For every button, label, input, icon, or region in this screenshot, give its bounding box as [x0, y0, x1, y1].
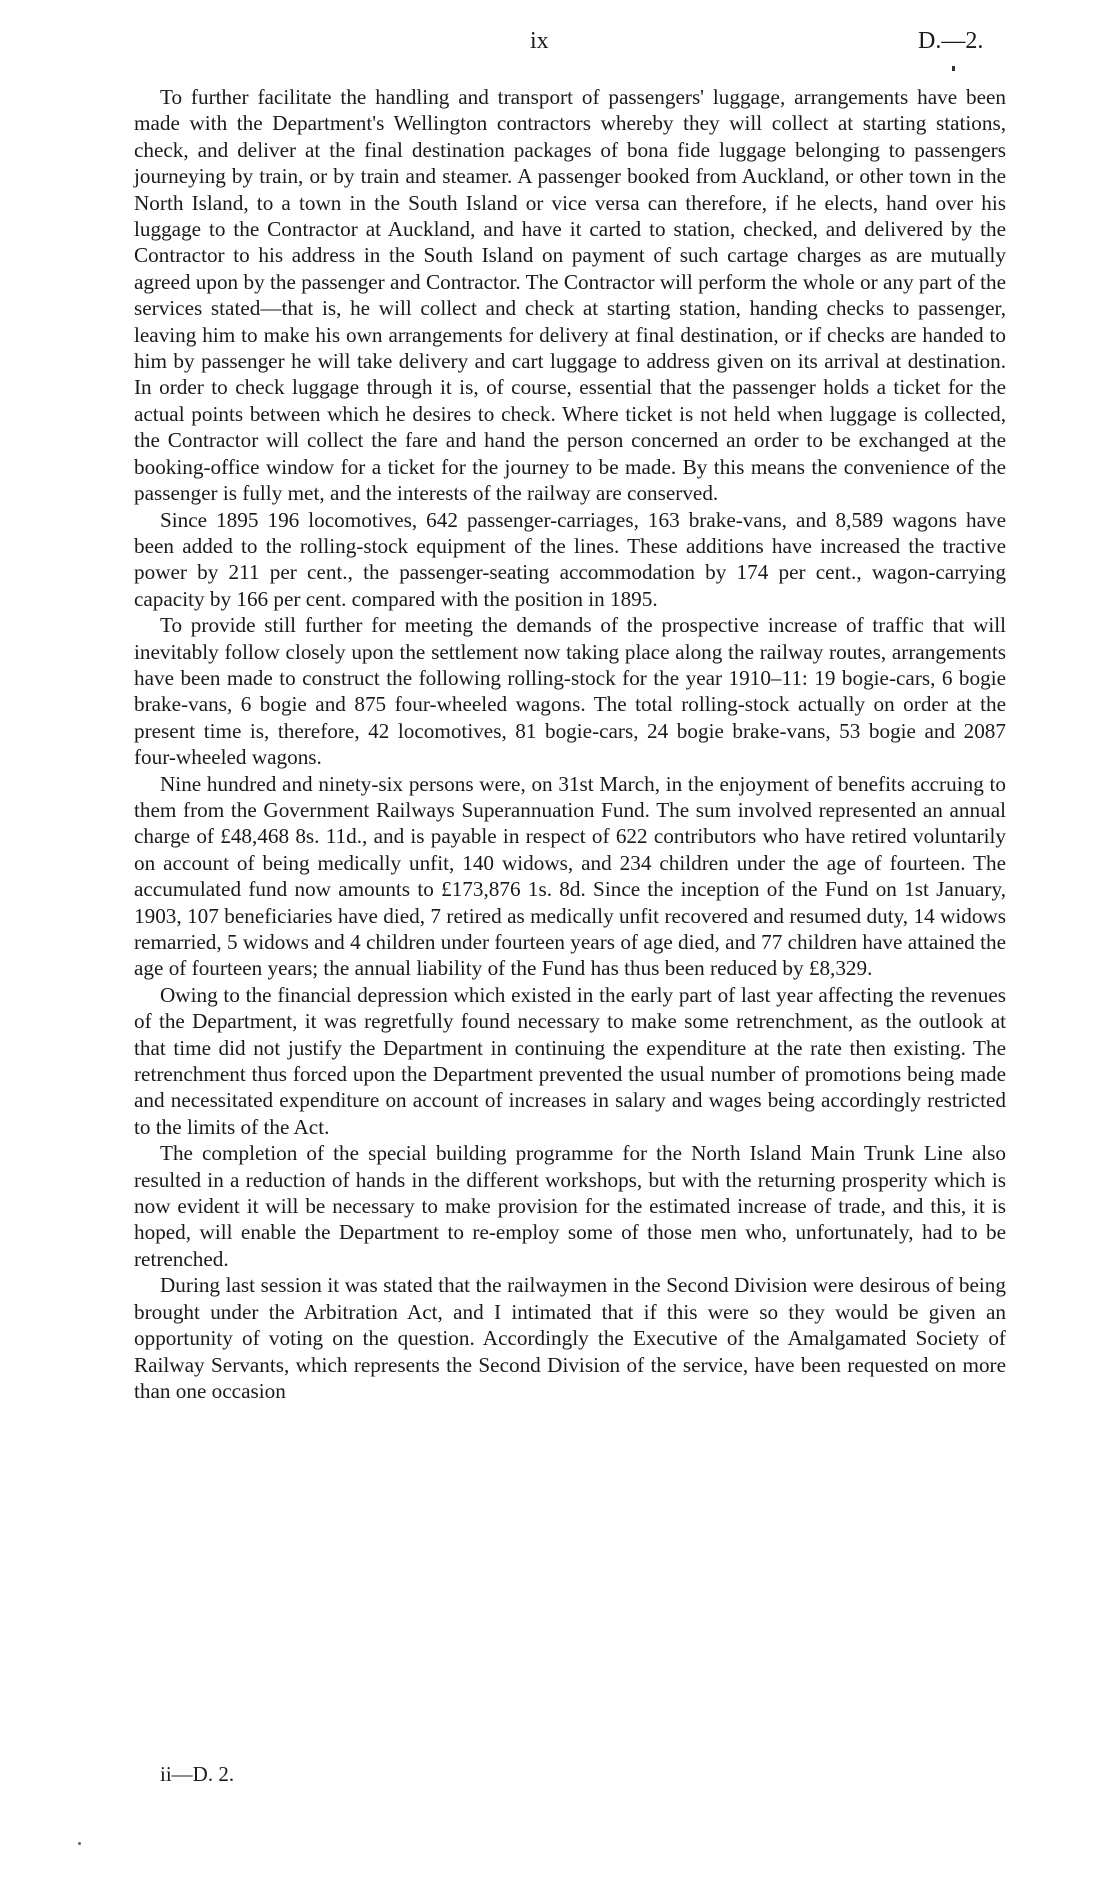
document-reference: D.—2.: [918, 28, 984, 54]
page-header: [0, 28, 1114, 58]
print-speck: [78, 1842, 81, 1845]
paragraph-arbitration: During last session it was stated that the railwaymen in the Second Division were desirous of being brought under the Arbitration Act, and I intimated that if this were so they would be given an opportunity of voting on the question. Accordingly the Executive of the Amalgamated Society of Railway Servants, which represents the Second Division of the service, have been requested on more than one occasion: [134, 1273, 1006, 1403]
paragraph-rolling-stock-additions: Since 1895 196 locomotives, 642 passenger-carriages, 163 brake-vans, and 8,589 wagons have been added to the rolling-stock equipment of the lines. These additions have increased the tractive power by 211 per cent., the passenger-seating accommodation by 174 per cent., wagon-carrying capacity by 166 per cent. compared with the position in 1895.: [134, 507, 1006, 611]
paragraph-luggage: To further facilitate the handling and transport of passengers' luggage, arrangements have been made with the Department's Wellington contractors whereby they will collect at starting stations, check, and deliver at the final destination packages of bona fide luggage belonging to passengers journeying by train, or by train and steamer. A passenger booked from Auckland, or other town in the North Island, to a town in the South Island or vice versa can therefore, if he elects, hand over his luggage to the Contractor at Auckland, and have it carted to station, checked, and delivered by the Contractor to his address in the South Island on payment of such cartage charges as are mutually agreed upon by the passenger and Contractor. The Contractor will perform the whole or any part of the services stated—that is, he will collect and check at starting station, handing checks to passenger, leaving him to make his own arrangements for delivery at final destination, or if checks are handed to him by passenger he will take delivery and cart luggage to address given on its arrival at destination. In order to check luggage through it is, of course, essential that the passenger holds a ticket for the actual points between which he desires to check. Where ticket is not held when luggage is collected, the Contractor will collect the fare and hand the person concerned an order to be exchanged at the booking-office window for a ticket for the journey to be made. By this means the convenience of the passenger is fully met, and the interests of the railway are conserved.: [134, 85, 1006, 506]
paragraph-main-trunk: The completion of the special building programme for the North Island Main Trunk Line also resulted in a reduction of hands in the different workshops, but with the returning prosperity which is now evident it will be necessary to make provision for the estimated increase of trade, and this, it is hoped, will enable the Department to re-employ some of those men who, unfortunately, had to be retrenched.: [134, 1141, 1006, 1271]
report-body: [134, 84, 1006, 1404]
paragraph-rolling-stock-orders: To provide still further for meeting the demands of the prospective increase of traffic that will inevitably follow closely upon the settlement now taking place along the railway routes, arrangements have been made to construct the following rolling-stock for the year 1910–11: 19 bogie-cars, 6 bogie brake-vans, 6 bogie and 875 four-wheeled wagons. The total rolling-stock actually on order at the present time is, therefore, 42 locomotives, 81 bogie-cars, 24 bogie brake-vans, 53 bogie and 2087 four-wheeled wagons.: [134, 613, 1006, 770]
paragraph-superannuation: Nine hundred and ninety-six persons were, on 31st March, in the enjoyment of benefits accruing to them from the Government Railways Superannuation Fund. The sum involved represented an annual charge of £48,468 8s. 11d., and is payable in respect of 622 contributors who have retired voluntarily on account of being medically unfit, 140 widows, and 234 children under the age of fourteen. The accumulated fund now amounts to £173,876 1s. 8d. Since the inception of the Fund on 1st January, 1903, 107 beneficiaries have died, 7 retired as medically unfit recovered and resumed duty, 14 widows remarried, 5 widows and 4 children under fourteen years of age died, and 77 children have attained the age of fourteen years; the annual liability of the Fund has thus been reduced by £8,329.: [134, 771, 1006, 981]
print-mark: [952, 66, 955, 71]
paragraph-retrenchment: Owing to the financial depression which existed in the early part of last year affecting the revenues of the Department, it was regretfully found necessary to make some retrenchment, as the outlook at that time did not justify the Department in continuing the expenditure at the rate then existing. The retrenchment thus forced upon the Department prevented the usual number of promotions being made and necessitated expenditure on account of increases in salary and wages being accordingly restricted to the limits of the Act.: [134, 982, 1006, 1139]
sheet-signature: ii—D. 2.: [160, 1762, 235, 1786]
page-number: ix: [530, 28, 549, 54]
